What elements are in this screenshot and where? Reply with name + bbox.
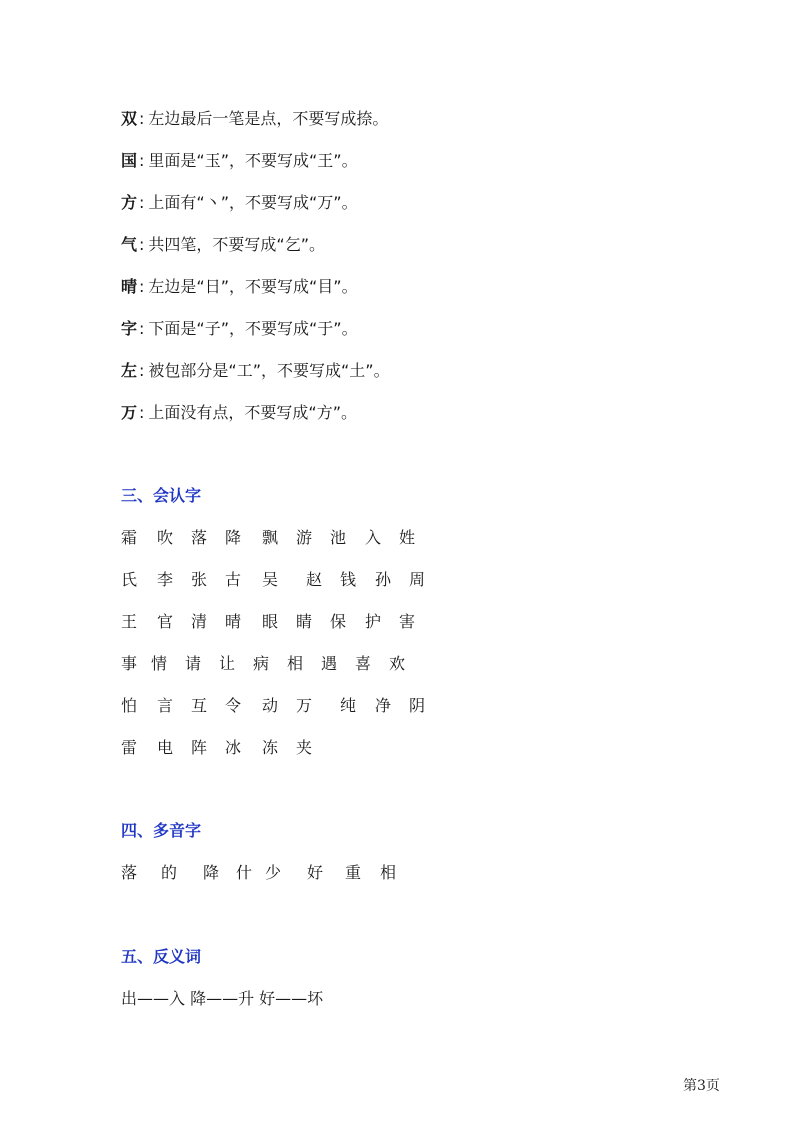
recognize-char: 阵 — [191, 738, 208, 757]
rule-char: 左 — [121, 361, 138, 380]
recognize-char: 王 — [121, 612, 138, 631]
section-heading-recognize: 三、会认字 — [121, 486, 202, 505]
polyphonic-char: 重 — [345, 863, 362, 882]
rule-char: 双 — [121, 109, 138, 128]
polyphonic-char: 好 — [307, 863, 324, 882]
recognize-char: 赵 — [306, 570, 323, 589]
rule-separator: : — [139, 403, 145, 422]
section-heading-polyphonic: 四、多音字 — [121, 821, 202, 840]
recognize-char: 电 — [157, 738, 174, 757]
rule-item — [121, 358, 390, 400]
recognize-char: 令 — [225, 696, 242, 715]
rule-item — [121, 316, 390, 358]
char-row — [121, 610, 481, 652]
section-heading-antonyms: 五、反义词 — [121, 947, 202, 966]
recognize-char: 入 — [365, 528, 382, 547]
recognize-char: 怕 — [121, 696, 138, 715]
recognize-char: 欢 — [389, 654, 406, 673]
rule-text: 上面有“丶”，不要写成“万”。 — [148, 193, 358, 212]
rule-char: 万 — [121, 403, 138, 422]
rule-item — [121, 274, 390, 316]
recognize-char: 阴 — [409, 696, 426, 715]
polyphonic-char: 落 — [121, 863, 138, 882]
recognize-char: 喜 — [355, 654, 372, 673]
recognize-char: 保 — [330, 612, 347, 631]
recognize-char: 清 — [191, 612, 208, 631]
antonym-pairs: 出——入 降——升 好——坏 — [121, 989, 324, 1008]
recognize-char: 眼 — [262, 612, 279, 631]
recognize-char: 钱 — [340, 570, 357, 589]
recognize-char: 事 — [121, 654, 138, 673]
char-row — [121, 861, 481, 903]
recognize-char: 古 — [225, 570, 242, 589]
rule-separator: : — [139, 319, 145, 338]
rule-separator: : — [139, 193, 145, 212]
rule-item — [121, 106, 390, 148]
rule-text: 上面没有点，不要写成“方”。 — [148, 403, 357, 422]
recognize-char: 遇 — [321, 654, 338, 673]
recognize-char: 游 — [296, 528, 313, 547]
rule-item — [121, 232, 390, 274]
recognize-char: 姓 — [399, 528, 416, 547]
rule-text: 里面是“玉”，不要写成“王”。 — [148, 151, 358, 170]
recognize-char: 霜 — [121, 528, 138, 547]
recognize-char: 请 — [185, 654, 202, 673]
char-row — [121, 736, 481, 778]
recognize-char: 氏 — [121, 570, 138, 589]
char-row — [121, 526, 481, 568]
recognize-char: 周 — [409, 570, 426, 589]
recognize-char: 纯 — [340, 696, 357, 715]
rule-item — [121, 190, 390, 232]
char-row — [121, 694, 481, 736]
rule-text: 共四笔，不要写成“乞”。 — [148, 235, 325, 254]
rule-separator: : — [139, 151, 145, 170]
rule-char: 方 — [121, 193, 138, 212]
recognize-char: 互 — [191, 696, 208, 715]
recognize-char: 降 — [225, 528, 242, 547]
rule-text: 被包部分是“工”，不要写成“土”。 — [148, 361, 390, 380]
recognize-char: 夹 — [296, 738, 313, 757]
rule-item — [121, 400, 390, 442]
polyphonic-char: 少 — [265, 863, 282, 882]
recognize-char: 让 — [219, 654, 236, 673]
recognize-char: 病 — [253, 654, 270, 673]
recognize-char: 官 — [157, 612, 174, 631]
polyphonic-char-row — [121, 861, 481, 903]
recognize-char: 雷 — [121, 738, 138, 757]
recognize-char: 情 — [151, 654, 168, 673]
recognize-char: 睛 — [296, 612, 313, 631]
recognize-char: 落 — [191, 528, 208, 547]
recognize-char: 害 — [399, 612, 416, 631]
page-number: 第3页 — [683, 1078, 720, 1094]
rule-separator: : — [139, 109, 145, 128]
recognize-char: 护 — [365, 612, 382, 631]
recognize-char: 晴 — [225, 612, 242, 631]
polyphonic-char: 降 — [203, 863, 220, 882]
polyphonic-char: 的 — [161, 863, 178, 882]
rule-separator: : — [139, 235, 145, 254]
recognize-char: 冰 — [225, 738, 242, 757]
recognize-char: 张 — [191, 570, 208, 589]
recognize-char: 李 — [157, 570, 174, 589]
rule-separator: : — [139, 277, 145, 296]
rule-char: 晴 — [121, 277, 138, 296]
rule-char: 国 — [121, 151, 138, 170]
recognize-char: 池 — [330, 528, 347, 547]
rule-separator: : — [139, 361, 145, 380]
recognize-char: 相 — [287, 654, 304, 673]
polyphonic-char: 什 — [236, 863, 253, 882]
recognize-char: 冻 — [262, 738, 279, 757]
recognize-char: 吴 — [262, 570, 279, 589]
rule-text: 左边是“日”，不要写成“目”。 — [148, 277, 358, 296]
char-row — [121, 568, 481, 610]
rule-text: 左边最后一笔是点，不要写成捺。 — [148, 109, 389, 128]
rule-char: 气 — [121, 235, 138, 254]
recognize-char: 动 — [262, 696, 279, 715]
recognize-char: 言 — [157, 696, 174, 715]
rule-item — [121, 148, 390, 190]
rule-text: 下面是“子”，不要写成“于”。 — [148, 319, 358, 338]
rule-char: 字 — [121, 319, 138, 338]
polyphonic-char: 相 — [380, 863, 397, 882]
recognize-char: 孙 — [375, 570, 392, 589]
char-row — [121, 652, 481, 694]
recognize-char: 万 — [296, 696, 313, 715]
recognize-char: 飘 — [262, 528, 279, 547]
recognize-char: 净 — [375, 696, 392, 715]
writing-rules-list — [121, 106, 390, 442]
recognize-char: 吹 — [157, 528, 174, 547]
recognize-char-grid — [121, 526, 481, 778]
